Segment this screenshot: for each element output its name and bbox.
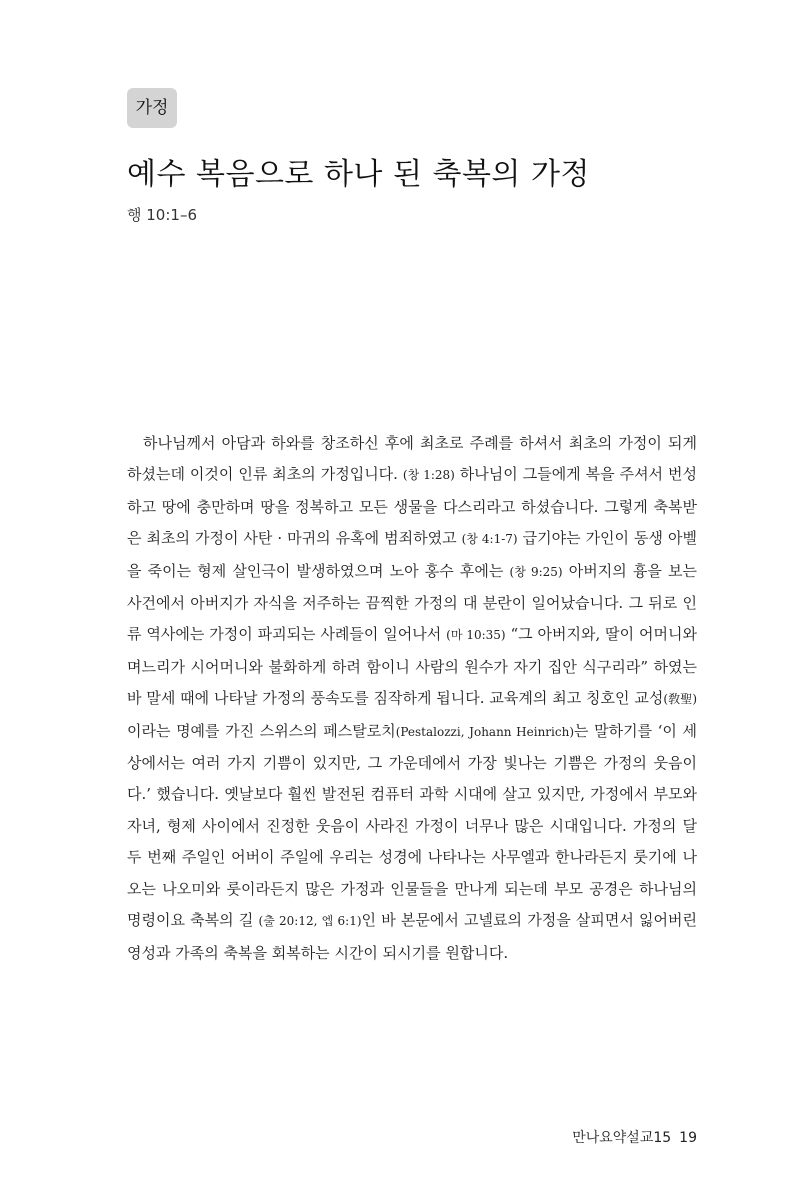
body-text-segment: 아버지의 흉을 보는 사건에서 아버지가 자식을 저주하는 끔찍한 가정의 대 분란이 일어났습니다. 그 뒤로 인류 역사에는 가정이 파괴되는 사례들이 일어나서 <box>127 561 698 644</box>
body-text-segment: 는 말하기를 ‘이 세상에서는 여러 가지 기쁨이 있지만, 그 가운데에서 가장 빛나는 기쁨은 가정의 웃음이다.’ 했습니다. 옛날보다 훨씬 발전된 컴퓨터 과학 시대에 살고 있지만, 가정에서 부모와 자녀, 형제 사이에서 진정한 웃음이 사라진 가정이 너무나 많은 시대입니다. 가정의 달 두 번째 주일인 어버이 주일에 우리는 성경에 나타나는 사무엘과 한나라든지 룻기에 나오는 나오미와 룻이라든지 많은 가정과 인물들을 만나게 되는데 부모 공경은 하나님의 명령이요 축복의 길 <box>127 721 697 930</box>
page-footer <box>572 1128 697 1148</box>
sermon-title: 예수 복음으로 하나 된 축복의 가정 <box>127 157 590 192</box>
book-title: 만나요약설교15 <box>572 1130 672 1146</box>
scripture-citation: (창 4:1-7) <box>461 532 518 547</box>
body-text-segment: 이라는 명예를 가진 스위스의 페스탈로치 <box>127 721 396 740</box>
section-tag: 가정 <box>127 88 177 128</box>
hanja-annotation: (敎聖) <box>663 692 698 707</box>
body-text-segment: 하나님께서 아담과 하와를 창조하신 후에 최초로 주례를 하셔서 최초의 가정이 되게 하셨는데 이것이 인류 최초의 가정입니다. <box>127 434 697 484</box>
scripture-reference: 행 10:1–6 <box>127 206 197 224</box>
body-text-segment: “그 아버지와, 딸이 어머니와 며느리가 시어머니와 불화하게 하려 함이니 사람의 원수가 자기 집안 식구리라” 하였는바 말세 때에 나타날 가정의 풍속도를 짐작하게 됩니다. 교육계의 최고 칭호인 교성 <box>127 625 698 708</box>
name-annotation: (Pestalozzi, Johann Heinrich) <box>395 724 575 739</box>
scripture-citation: (창 1:28) <box>402 468 455 483</box>
scripture-citation: (마 10:35) <box>446 628 506 643</box>
body-text-segment: 급기야는 가인이 동생 아벨을 죽이는 형제 살인극이 발생하였으며 노아 홍수 후에는 <box>127 529 698 580</box>
scripture-citation: (출 20:12, 엡 6:1) <box>258 914 362 929</box>
body-text-segment: 하나님이 그들에게 복을 주셔서 번성하고 땅에 충만하며 땅을 정복하고 모든 생물을 다스리라고 하셨습니다. 그렇게 축복받은 최초의 가정이 사탄 · 마귀의 유혹에 범죄하였고 <box>127 465 697 548</box>
scripture-citation: (창 9:25) <box>509 564 563 579</box>
body-text-segment: 인 바 본문에서 고넬료의 가정을 살피면서 잃어버린 영성과 가족의 축복을 회복하는 시간이 되시기를 원합니다. <box>127 911 697 962</box>
body-paragraph <box>127 428 697 969</box>
page-number: 19 <box>679 1130 697 1146</box>
